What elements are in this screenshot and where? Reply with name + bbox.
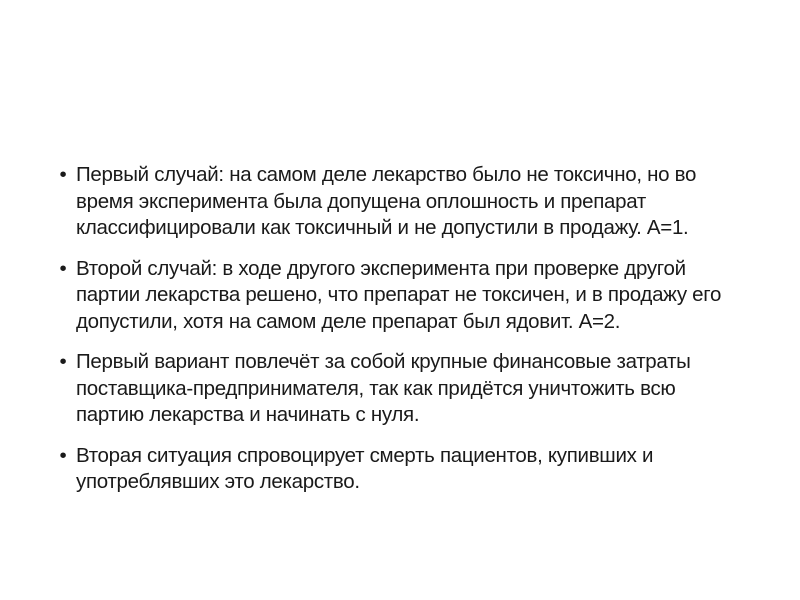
- bullet-list: [56, 162, 746, 510]
- bullet-dot-icon: •: [59, 350, 67, 373]
- bullet-text: Первый случай: на самом деле лекарство было не токсично, но во время эксперимента была допущена оплошность и препарат классифицировали как токсичный и не допустили в продажу. А=1.: [76, 163, 697, 239]
- bullet-text: Второй случай: в ходе другого эксперимента при проверке другой партии лекарства решено, что препарат не токсичен, и в продажу его допустили, хотя на самом деле препарат был ядовит. А=2.: [76, 256, 722, 333]
- bullet-item: [56, 349, 746, 429]
- bullet-dot-icon: •: [59, 256, 67, 280]
- bullet-text: Первый вариант повлечёт за собой крупные финансовые затраты поставщика-предпринимателя, так как придётся уничтожить всю партию лекарства и начинать с нуля.: [76, 350, 691, 426]
- bullet-item: [56, 256, 746, 336]
- bullet-text: Вторая ситуация спровоцирует смерть пациентов, купивших и употреблявших это лекарство.: [76, 443, 654, 493]
- bullet-item: [56, 162, 746, 242]
- bullet-dot-icon: •: [59, 443, 67, 467]
- bullet-item: [56, 443, 746, 496]
- bullet-dot-icon: •: [59, 163, 67, 186]
